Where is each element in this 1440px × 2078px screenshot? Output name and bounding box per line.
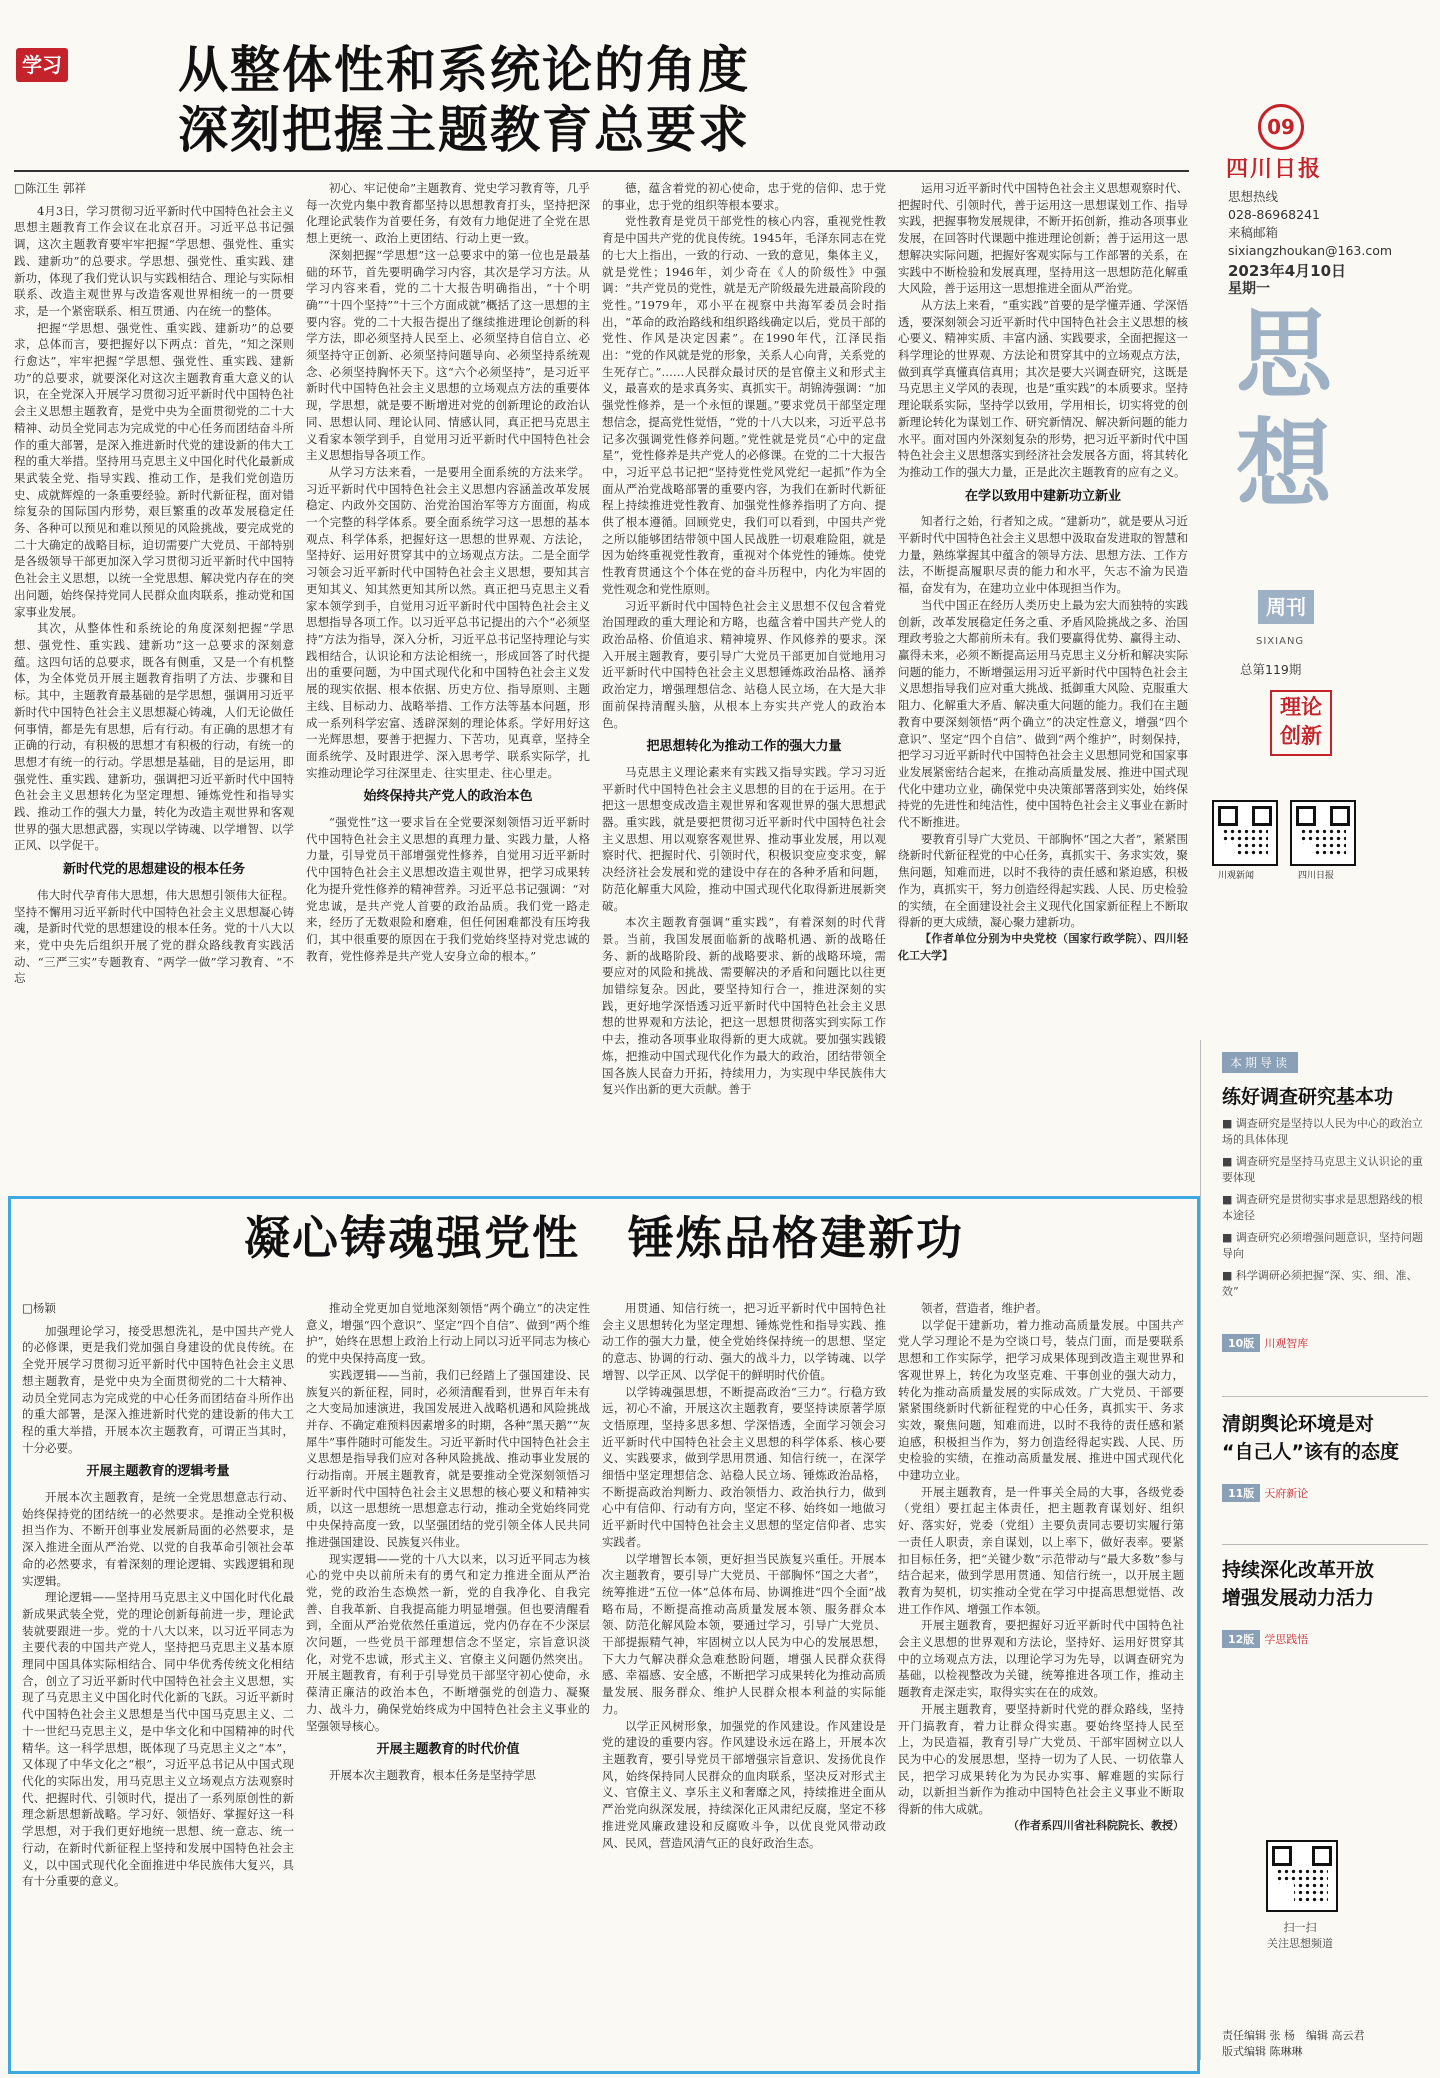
paragraph: 4月3日，学习贯彻习近平新时代中国特色社会主义思想主题教育工作会议在北京召开。习近平总书记强调，这次主题教育要牢牢把握“学思想、强党性、重实践、建新功”的总要求。学思想、强党性、重实践、建新功，体现了我们党认识与实践相结合、理论与实际相联系、改造主观世界与改造客观世界相统一的一贯要求，是一个紧密联系、相互贯通、内在统一的整体。 (14, 203, 294, 318)
link-page-11[interactable]: 11版 天府新论 (1222, 1484, 1308, 1502)
article1-column-1 (14, 180, 294, 1140)
qr1-label: 川观新闻 (1218, 871, 1255, 881)
paragraph: 习近平新时代中国特色社会主义思想不仅包含着党治国理政的重大理论和方略，也蕴含着中国共产党人的政治品格、价值追求、精神境界、作风修养的要求。深入开展主题教育，要引导广大党员干部更加自觉地用习近平新时代中国特色社会主义思想锤炼政治品格、涵养政治定力，增强理想信念、站稳人民立场，在大是大非面前保持清醒头脑，从根本上夯实共产党人的政治本色。 (602, 598, 886, 730)
article1-title-line1: 从整体性和系统论的角度 (178, 41, 750, 99)
article1-column-3 (602, 180, 886, 1140)
section-tag: 学习 (16, 48, 68, 82)
paragraph: 开展主题教育，是一件事关全局的大事，各级党委（党组）要扛起主体责任，把主题教育谋划好、组织好、落实好，党委（党组）主要负责同志要切实履行第一责任人职责，亲自谋划，以上率下，做好表率。要紧扣目标任务，把“关键少数”示范带动与“最大多数”参与结合起来，做到学思用贯通、知信行统一，以开展主题教育为契机，切实推动全党在学习中提高思想觉悟、改进工作作风、增强工作本领。 (898, 1484, 1184, 1616)
guide-label: 本期导读 (1222, 1052, 1298, 1073)
bullet-item: ■ 调查研究是贯彻实事求是思想路线的根本途径 (1222, 1193, 1423, 1222)
bullet-item: ■ 科学调研必须把握“深、实、细、准、效” (1222, 1269, 1418, 1298)
hotline-label: 思想热线 (1228, 189, 1279, 204)
article1-column-2 (306, 180, 590, 1140)
link-page-12[interactable]: 12版 学思践悟 (1222, 1630, 1308, 1648)
qr-code-1[interactable] (1212, 800, 1278, 866)
sidebar-rule (1222, 1396, 1428, 1397)
article1-byline: □陈江生 郭祥 (14, 181, 87, 195)
paragraph: 从学习方法来看，一是要用全面系统的方法来学。习近平新时代中国特色社会主义思想内容涵盖改革发展稳定、内政外交国防、治党治国治军等方方面面，构成一个完整的科学体系。要全面系统学习这一思想的基本观点、科学体系，把握好这一思想的世界观、方法论，坚持好、运用好贯穿其中的立场观点方法。二是全面学习领会习近平新时代中国特色社会主义思想，要知其言更知其义、知其然更知其所以然。真正把马克思主义看家本领学到手，自觉用习近平新时代中国特色社会主义思想指导各项工作。以习近平总书记提出的六个“必须坚持”方法为指导，深入分析，习近平总书记坚持理论与实践相结合，认识论和方法论相统一，形成回答了时代提出的重要问题，为中国式现代化和中国特色社会主义发展的现实依据、根本依据、历史方位、指导原则、主题主线、目标动力、战略举措、工作方法等基本问题，形成一系列科学宏富、透辟深刻的理论体系。学好用好这一光辉思想，要善于把握力、下苦功，见真章，坚持全面系统学、及时跟进学、深入思考学、联系实际学，扎实推动理论学习往深里走、往实里走、往心里走。 (306, 464, 590, 780)
bullet-item: ■ 调查研究是坚持马克思主义认识论的重要体现 (1222, 1155, 1423, 1184)
article1-column-4 (898, 180, 1188, 1140)
paragraph: 从方法上来看，“重实践”首要的是学懂弄通、学深悟透，要深刻领会习近平新时代中国特色社会主义思想的核心要义、精神实质、丰富内涵、实践要求，全面把握这一科学理论的世界观、方法论和贯穿其中的立场观点方法，做到真学真懂真信真用；其次是要大兴调查研究，这既是马克思主义学风的表现，也是“重实践”的本质要求。坚持理论联系实际，坚持学以致用，学用相长，切实将党的创新理论转化为谋划工作、研究新情况、解决新问题的能力水平。面对国内外深刻复杂的形势，把习近平新时代中国特色社会主义思想落实到经济社会发展各方面，将其转化为推动工作的强大力量，正是此次主题教育的应有之义。 (898, 297, 1188, 479)
article2-subheading-2: 开展主题教育的时代价值 (376, 1742, 520, 1758)
article2-column-1 (22, 1300, 294, 2060)
hotline-phone: 028-86968241 (1228, 207, 1320, 222)
paragraph: 伟大时代孕育伟大思想，伟大思想引领伟大征程。坚持不懈用习近平新时代中国特色社会主义思想凝心铸魂，是新时代党的思想建设的根本任务。党的十八大以来，党中央先后组织开展了党的群众路线教育实践活动、“三严三实”专题教育、“两学一做”学习教育、“不忘 (14, 887, 294, 986)
qr2-label: 四川日报 (1298, 871, 1335, 881)
story-2-title[interactable]: 持续深化改革开放 增强发展动力活力 (1222, 1559, 1375, 1609)
email[interactable]: sixiangzhoukan@163.com (1228, 243, 1393, 258)
author-note: （作者系四川省社科院院长、教授） (1008, 1818, 1184, 1832)
paragraph: 本次主题教育强调“重实践”，有着深刻的时代背景。当前，我国发展面临新的战略机遇、新的战略任务、新的战略阶段、新的战略要求、新的战略环境，需要应对的风险和挑战、需要解决的矛盾和问题比以往更加错综复杂。因此，要坚持知行合一，推进深刻的实践，更好地学深悟透习近平新时代中国特色社会主义思想的世界观和方法论，把这一思想贯彻落实到实际工作中去，推动各项事业取得新的更大成就。要加强实践锻炼，把推动中国式现代化作为最大的政治，团结带领全国各族人民奋力开拓，持续用力，为实现中华民族伟大复兴作出新的更大贡献。善于 (602, 915, 886, 1097)
paragraph: 开展主题教育，要坚持新时代党的群众路线，坚持开门搞教育，着力让群众得实惠。要始终坚持人民至上，为民造福，教育引导广大党员、干部牢固树立以人民为中心的发展思想，坚持一切为了人民、一切依靠人民，把学习成果转化为为民办实事、解难题的实际行动，以新担当新作为推动中国特色社会主义事业不断取得新的伟大成就。 (898, 1701, 1184, 1817)
article1-subheading-1: 新时代党的思想建设的根本任务 (62, 862, 245, 878)
paragraph: 知者行之始，行者知之成。“建新功”，就是要从习近平新时代中国特色社会主义思想中汲取奋发进取的智慧和力量，熟练掌握其中蕴含的领导方法、思想方法、工作方法，不断提高履职尽责的能力和水平，矢志不渝为民造福，奋发有为，在建功立业中体现担当作为。 (898, 514, 1188, 596)
link-page-10[interactable]: 10版 川观智库 (1222, 1334, 1308, 1352)
article2-column-3 (602, 1300, 886, 2060)
page-number: 09 (1258, 104, 1304, 150)
paragraph: 理论逻辑——坚持用马克思主义中国化时代化最新成果武装全党，党的理论创新每前进一步，理论武装就要跟进一步。党的十八大以来，以习近平同志为主要代表的中国共产党人，坚持把马克思主义基本原理同中国具体实际相结合、同中华优秀传统文化相结合，创立了习近平新时代中国特色社会主义思想，实现了马克思主义中国化时代化新的飞跃。习近平新时代中国特色社会主义思想是当代中国马克思主义、二十一世纪马克思主义，是中华文化和中国精神的时代精华。这一科学思想，既体现了马克思主义之“本”，又体现了中华文化之“根”，习近平总书记从中国式现代化的实际出发，用马克思主义立场观点方法观察时代、把握时代、引领时代，提出了一系列原创性的新理念新思想新战略。学习好、领悟好、掌握好这一科学思想，对于我们更好地统一思想、统一意志、统一行动，在新时代新征程上坚持和发展中国特色社会主义，以中国式现代化全面推进中华民族伟大复兴，具有十分重要的意义。 (22, 1590, 294, 1889)
paragraph: 马克思主义理论素来有实践又指导实践。学习习近平新时代中国特色社会主义思想的目的在于运用。在于把这一思想变成改造主观世界和客观世界的强大思想武器。重实践，就是要把贯彻习近平新时代中国特色社会主义思想、用以观察客观世界、推动事业发展，用以观察时代、把握时代、引领时代，积极识变应变求变，解决经济社会发展和党的建设中存在的各种矛盾和问题，防范化解重大风险，推动中国式现代化取得新进展新突破。 (602, 764, 886, 913)
article2-subheading-1: 开展主题教育的逻辑考量 (86, 1464, 230, 1480)
email-label: 来稿邮箱 (1228, 225, 1279, 240)
paragraph: 运用习近平新时代中国特色社会主义思想观察时代、把握时代、引领时代，善于运用这一思想谋划工作、指导实践，把握事物发展规律，不断开拓创新，推动各项事业发展，在回答时代课题中推进理论创新；善于运用这一思想解决实际问题，把握好客观实际与工作部署的关系，在实践中不断检验和发展真理，坚持用这一思想防范化解重大风险，善于运用这一思想推进全面从严治党。 (898, 181, 1188, 296)
issue-weekday: 星期一 (1228, 281, 1270, 297)
contact-block (1228, 188, 1392, 298)
article2-title: 凝心铸魂强党性 锤炼品格建新功 (244, 1211, 964, 1265)
badge-line2: 创新 (1280, 723, 1322, 748)
article1-subheading-4: 在学以致用中建新功立新业 (964, 488, 1121, 504)
paragraph: 其次，从整体性和系统论的角度深刻把握“学思想、强党性、重实践、建新功”这一总要求的深刻意蕴。这四句话的总要求，既各有侧重，又是一个有机整体，为全体党员开展主题教育指明了方法、步骤和目标。其中，主题教育最基础的是学思想，强调用习近平新时代中国特色社会主义思想凝心铸魂，人们无论做任何事情，都是先有思想，后有行动。有正确的思想才有正确的行动，有积极的思想才有积极的行动，有统一的思想才有统一的行动。学思想是基础，目的是运用，即强党性、重实践、建新功，强调把习近平新时代中国特色社会主义思想转化为坚定理想、锤炼党性和指导实践、推动工作的强大力量，转化为改造主观世界和客观世界的强大思想武器，实现以学铸魂、以学增智、以学正风、以学促干。 (14, 621, 294, 853)
paragraph: 以学增智长本领，更好担当民族复兴重任。开展本次主题教育，要引导广大党员、干部胸怀“国之大者”，统筹推进“五位一体”总体布局、协调推进“四个全面”战略布局，不断提高推动高质量发展本领、服务群众本领、防范化解风险本领，要通过学习，引导广大党员、干部提振精气神，牢固树立以人民为中心的发展思想，下大力气解决群众急难愁盼问题，增强人民群众获得感、幸福感、安全感，不断把学习成果转化为推动高质量发展、服务群众、维护人民群众根本利益的实际能力。 (602, 1551, 886, 1716)
sidebar-divider (1200, 1040, 1201, 2060)
paragraph: 现实逻辑——党的十八大以来，以习近平同志为核心的党中央以前所未有的勇气和定力推进全面从严治党，党的政治生态焕然一新，党的自我净化、自我完善、自我革新、自我提高能力明显增强。但也要清醒看到，全面从严治党依然任重道远，党内仍存在不少深层次问题，一些党员干部理想信念不坚定，宗旨意识淡化，对党不忠诚，形式主义、官僚主义问题仍然突出。开展主题教育，有利于引导党员干部坚守初心使命，永葆清正廉洁的政治本色，不断增强党的创造力、凝聚力、战斗力，确保党始终成为中国特色社会主义事业的坚强领导核心。 (306, 1551, 590, 1733)
paragraph: 德，蕴含着党的初心使命，忠于党的信仰、忠于党的事业，忠于党的组织等根本要求。 (602, 181, 886, 212)
paragraph: 领者，营造者，维护者。 (921, 1301, 1048, 1315)
paragraph: 当代中国正在经历人类历史上最为宏大而独特的实践创新，改革发展稳定任务之重、矛盾风险挑战之多、治国理政考验之大都前所未有。我们要赢得优势、赢得主动、赢得未来，必须不断提高运用马克思主义分析和解决实际问题的能力，不断增强运用习近平新时代中国特色社会主义思想指导我们应对重大挑战、抵御重大风险、克服重大阻力、化解重大矛盾、解决重大问题的能力。我们在主题教育中要深刻领悟“两个确立”的决定性意义，增强“四个意识”、坚定“四个自信”、做到“两个维护”，时刻保持，把学习习近平新时代中国特色社会主义思想同党和国家事业发展紧密结合起来，在推动高质量发展、推进中国式现代化中建功立业，确保党中央决策部署落到实处，始终保持党的先进性和纯洁性，使中国特色社会主义事业在新时代不断推进。 (898, 597, 1188, 830)
article2-column-4 (898, 1300, 1184, 2060)
lead-story-title[interactable]: 练好调查研究基本功 (1222, 1086, 1394, 1108)
article2-byline: □杨颖 (22, 1301, 56, 1315)
paragraph: 深刻把握“学思想”这一总要求中的第一位也是最基础的环节，首先要明确学习内容，其次是学习方法。从学习内容来看，党的二十大报告明确指出，“十个明确”“十四个坚持”“十三个方面成就”概括了这一思想的主要内容。党的二十大报告提出了继续推进理论创新的科学方法，即必须坚持人民至上、必须坚持自信自立、必须坚持守正创新、必须坚持问题导向、必须坚持系统观念、必须坚持胸怀天下。这“六个必须坚持”，是习近平新时代中国特色社会主义思想的立场观点方法的重要体现，学思想，就是要不断增进对党的创新理论的政治认同、思想认同、理论认同、情感认同，真正把马克思主义看家本领学到手，自觉用习近平新时代中国特色社会主义思想指导各项工作。 (306, 247, 590, 463)
issue-number: 总第119期 (1240, 662, 1302, 677)
weekly-label: 周刊 (1258, 590, 1314, 624)
story-1-title[interactable]: 清朗舆论环境是对 “自己人”该有的态度 (1222, 1413, 1399, 1463)
issue-date: 2023年4月10日 (1228, 262, 1347, 280)
sidebar-rule (1222, 1544, 1428, 1545)
article2-column-2 (306, 1300, 590, 2060)
paragraph: 党性教育是党员干部党性的核心内容，重视党性教育是中国共产党的优良传统。1945年，毛泽东同志在党的七大上指出，一致的行动、一致的意见，集体主义，就是党性；1946年，刘少奇在《人的阶级性》中强调：“共产党员的党性，就是无产阶级最先进最高阶段的党性。”1979年，邓小平在视察中共海军委员会时指出，“革命的政治路线和组织路线确定以后，党员干部的党性、作风是决定因素”。在1990年代，江泽民指出：“党的作风就是党的形象，关系人心向背，关系党的生死存亡。”……人民群众最讨厌的是官僚主义和形式主义，最喜欢的是求真务实、真抓实干。胡锦涛强调：“加强党性修养，是一个永恒的课题。”要求党员干部坚定理想信念，提高党性觉悟，“党的十八大以来，习近平总书记多次强调党性修养问题。”党性就是党员“心中的定盘星”，党性修养是共产党人的必修课。在党的二十大报告中，习近平总书记把“坚持党性党风党纪一起抓”作为全面从严治党战略部署的重要内容，为我们在新时代新征程上持续推进党性教育、加强党性修养指明了方向、提供了根本遵循。回顾党史，我们可以看到，中国共产党之所以能够团结带领中国人民战胜一切艰难险阻，就是因为始终重视党性教育，重视对个体党性的锤炼。使党性教育贯通这个个体在党的奋斗历程中，内化为牢固的党性观念和党性原则。 (602, 214, 886, 596)
qr-caption: 扫一扫 关注思想频道 (1267, 1921, 1333, 1950)
paragraph: 以学促干建新功，着力推动高质量发展。中国共产党人学习理论不是为空谈口号，装点门面，而是要联系思想和工作实际学，把学习成果体现到改造主观世界和客观世界上，转化为攻坚克难、干事创业的强大动力，转化为推动高质量发展的实际成效。广大党员、干部要紧紧围绕新时代新征程党的中心任务，真抓实干、务求实效，聚焦问题，知难而进，以时不我待的责任感和紧迫感，积极担当作为，努力创造经得起实践、人民、历史检验的实绩，在推动高质量发展、推进中国式现代化中建功立业。 (898, 1317, 1184, 1483)
header-rule (14, 170, 1189, 172)
editors-credit: 责任编辑 张 杨 编辑 高云君 版式编辑 陈琳琳 (1222, 2029, 1365, 2058)
bullet-item: ■ 调查研究必须增强问题意识，坚持问题导向 (1222, 1231, 1423, 1260)
qr-code-2[interactable] (1290, 800, 1356, 866)
paragraph: 开展主题教育，要把握好习近平新时代中国特色社会主义思想的世界观和方法论，坚持好、运用好贯穿其中的立场观点方法，以理论学习为先导，以调查研究为基础，以检视整改为关键，统筹推进各项工作，推动主题教育走深走实，取得实实在在的成效。 (898, 1618, 1184, 1700)
paragraph: 实践逻辑——当前，我们已经踏上了强国建设、民族复兴的新征程，同时，必须清醒看到，世界百年未有之大变局加速演进，我国发展进入战略机遇和风险挑战并存、不确定难预料因素增多的时期，各种“黑天鹅”“灰犀牛”事件随时可能发生。习近平新时代中国特色社会主义思想是指导我们应对各种风险挑战、推动事业发展的行动指南。开展主题教育，就是要推动全党深刻领悟习近平新时代中国特色社会主义思想的核心要义和精神实质，以这一思想统一思想意志行动，推动全党始终同党中央保持高度一致，以坚强团结的党引领全体人民共同推进强国建设、民族复兴伟业。 (306, 1367, 590, 1549)
paragraph: 把握“学思想、强党性、重实践、建新功”的总要求，总体而言，要把握好以下两点：首先，“知之深则行愈达”，牢牢把握“学思想、强党性、重实践、建新功”的总要求，就要深化对这次主题教育重大意义的认识，在全党深入开展学习贯彻习近平新时代中国特色社会主义思想主题教育，是党中央为全面贯彻党的二十大精神、动员全党同志为完成党的中心任务而团结奋斗所作的重大部署，是深入推进新时代党的建设新的伟大工程的重大举措。坚持用马克思主义中国化时代化最新成果武装全党、指导实践、推动工作，是我们党创造历史、成就辉煌的一条重要经验。新时代新征程，面对错综复杂的国际国内形势，艰巨繁重的改革发展稳定任务、各种可以预见和难以预见的风险挑战，要完成党的二十大确定的战略目标，迫切需要广大党员、干部特别是各级领导干部更加深入学习贯彻习近平新时代中国特色社会主义思想，以统一全党思想、解决党内存在的突出问题，始终保持党同人民群众血肉联系，推动党和国家事业发展。 (14, 320, 294, 619)
badge-line1: 理论 (1280, 694, 1322, 719)
article1-subheading-3: 把思想转化为推动工作的强大力量 (646, 739, 842, 755)
pinyin: SIXIANG (1256, 636, 1305, 647)
paragraph: 要教育引导广大党员、干部胸怀“国之大者”，紧紧围绕新时代新征程党的中心任务，真抓实干、务求实效，聚焦问题，知难而进，以时不我待的责任感和紧迫感，积极作为，真抓实干，努力创造经得起实践、人民、历史检验的实绩，在全面建设社会主义现代化国家新征程上不断取得新的更大成绩，凝心聚力建新功。 (898, 831, 1188, 930)
article1-subheading-2: 始终保持共产党人的政治本色 (363, 789, 533, 805)
paragraph: “强党性”这一要求旨在全党要深刻领悟习近平新时代中国特色社会主义思想的真理力量、实践力量，人格力量，引导党员干部增强党性修养，自觉用习近平新时代中国特色社会主义思想改造主观世界，把学习成果转化为提升党性修养的精神营养。习近平总书记强调：“对党忠诚，是共产党人首要的政治品质。我们党一路走来，经历了无数艰险和磨难，但任何困难都没有压垮我们，其中很重要的原因在于我们党始终坚持对党忠诚的教育，党性修养是共产党人安身立命的根本。” (306, 815, 590, 963)
paragraph: 开展本次主题教育，根本任务是坚持学思 (329, 1767, 536, 1782)
paper-name: 四川日报 (1226, 156, 1323, 182)
theory-badge (1270, 690, 1332, 756)
bullet-item: ■ 调查研究是坚持以人民为中心的政治立场的具体体现 (1222, 1117, 1423, 1146)
paragraph: 用贯通、知信行统一，把习近平新时代中国特色社会主义思想转化为坚定理想、锤炼党性和指导实践、推动工作的强大力量，使全党始终保持统一的思想、坚定的意志、协调的行动、强大的战斗力，以学铸魂、以学增智、以学正风、以学促干的鲜明时代价值。 (602, 1301, 886, 1382)
paragraph: 推动全党更加自觉地深刻领悟“两个确立”的决定性意义，增强“四个意识”、坚定“四个自信”、做到“两个维护”，始终在思想上政治上行动上同以习近平同志为核心的党中央保持高度一致。 (306, 1301, 590, 1366)
lead-story-bullets (1222, 1116, 1428, 1300)
paragraph: 以学正风树形象，加强党的作风建设。作风建设是党的建设的重要内容。作风建设永远在路上，开展本次主题教育，要引导党员干部增强宗旨意识、发扬优良作风，始终保持同人民群众的血肉联系，坚决反对形式主义、官僚主义、享乐主义和奢靡之风，持续推进全面从严治党向纵深发展，持续深化正风肃纪反腐，坚定不移推进党风廉政建设和反腐败斗争，以优良党风带动政风、民风，营造风清气正的良好政治生态。 (602, 1718, 886, 1850)
author-note: 【作者单位分别为中央党校（国家行政学院）、四川轻化工大学】 (898, 931, 1188, 962)
paragraph: 以学铸魂强思想，不断提高政治“三力”。行稳方致远，初心不渝，开展这次主题教育，要坚持读原著学原文悟原理，坚持多思多想、学深悟透，全面学习领会习近平新时代中国特色社会主义思想的科学体系、核心要义、实践要求，做到学思用贯通、知信行统一，在深学细悟中坚定理想信念、站稳人民立场、锤炼政治品格，不断提高政治判断力、政治领悟力、政治执行力，做到心中有信仰、行动有方向，坚定不移、始终如一地做习近平新时代中国特色社会主义思想的坚定信仰者、忠实实践者。 (602, 1384, 886, 1549)
big-title: 思想 (1236, 299, 1332, 521)
paragraph: 开展本次主题教育，是统一全党思想意志行动、始终保持党的团结统一的必然要求。是推动全党积极担当作为、不断开创事业发展新局面的必然要求，是深入推进全面从严治党、以党的自我革命引领社会革命的必然要求，有着深刻的理论逻辑、实践逻辑和现实逻辑。 (22, 1490, 294, 1588)
channel-qr-code[interactable] (1266, 1840, 1338, 1912)
paragraph: 初心、牢记使命”主题教育、党史学习教育等，几乎每一次党内集中教育都坚持以思想教育打头，坚持把深化理论武装作为首要任务，有效有力地促进了全党在思想上更统一、政治上更团结、行动上更一致。 (306, 181, 590, 246)
article1-title-line2: 深刻把握主题教育总要求 (178, 101, 750, 159)
paragraph: 加强理论学习，接受思想洗礼，是中国共产党人的必修课，更是我们党加强自身建设的优良传统。在全党开展学习贯彻习近平新时代中国特色社会主义思想主题教育，是党中央为全面贯彻党的二十大精神、动员全党同志为完成党的中心任务而团结奋斗所作出的重大部署，是深入推进新时代党的建设新的伟大工程的重大举措，开展本次主题教育，可谓正当其时，十分必要。 (22, 1323, 294, 1455)
